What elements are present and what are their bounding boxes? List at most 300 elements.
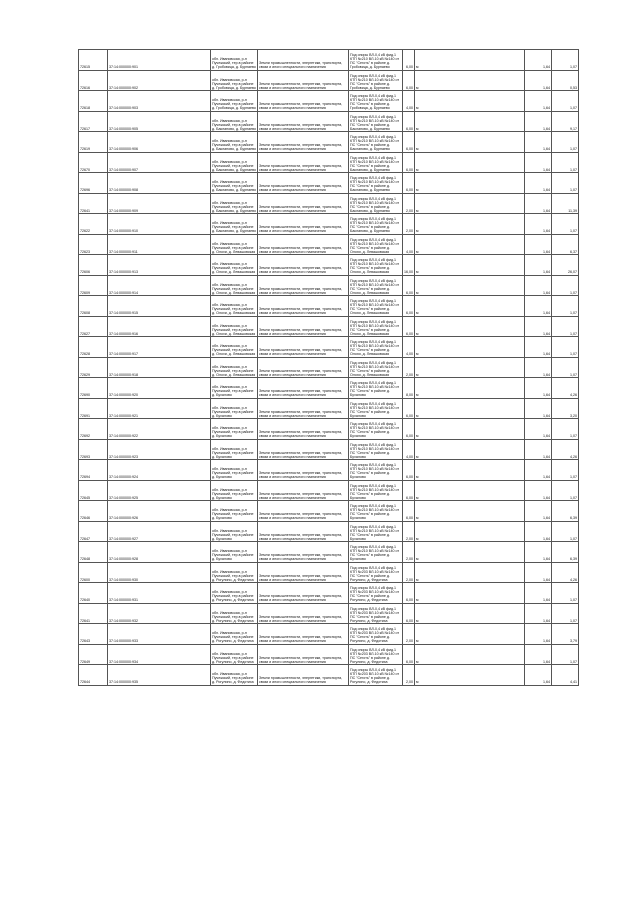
cell-use: Под опоры ВЛ-0,4 кВ фид.1 КТП №210 ВЛ-10 кВ №140 от ПС "Сеготь" в районе д. Бухалово — [349, 501, 403, 522]
cell-area: 2,00 — [403, 521, 415, 542]
cell-use: Под опоры ВЛ-0,4 кВ фид.1 КТП №210 ВЛ-10 кВ №140 от ПС "Сеготь" в районе д. Бухалово — [349, 398, 403, 419]
cell-id: 72608 — [79, 296, 108, 317]
cell-use: Под опоры ВЛ-0,4 кВ фид.1 КТП №203 ВЛ-10 кВ №140 от ПС "Сеготь" в районе д. Рогулино, д. Федотиха — [349, 624, 403, 645]
table-row — [79, 583, 579, 604]
cell-u: м — [415, 460, 525, 481]
cell-num: 1,64 — [525, 316, 552, 337]
cell-u: м — [415, 501, 525, 522]
cell-num: 1,64 — [525, 111, 552, 132]
cell-addr: обл. Ивановская, р-н Пучежский, тер.в районе д. Олохи, д. Левашовская — [211, 296, 258, 317]
cell-u: м — [415, 398, 525, 419]
cell-use: Под опоры ВЛ-0,4 кВ фид.1 КТП №210 ВЛ-10 кВ №140 от ПС "Сеготь" в районе д. Гробовица, д. Бурнаево — [349, 70, 403, 91]
table-row — [79, 214, 579, 235]
cell-area: 6,00 — [403, 111, 415, 132]
cell-area: 6,00 — [403, 316, 415, 337]
cell-addr: обл. Ивановская, р-н Пучежский, тер.в районе д. Рогулино, д. Федотиха — [211, 583, 258, 604]
cell-id: 72629 — [79, 357, 108, 378]
cell-cad: 37:14:000000:905 — [108, 111, 211, 132]
land-plots-table — [78, 49, 579, 686]
cell-use: Под опоры ВЛ-0,4 кВ фид.1 КТП №203 ВЛ-10 кВ №140 от ПС "Сеготь" в районе д. Рогулино, д. Федотиха — [349, 665, 403, 686]
cell-addr: обл. Ивановская, р-н Пучежский, тер.в районе д. Бухалово — [211, 398, 258, 419]
cell-addr: обл. Ивановская, р-н Пучежский, тер.в районе д. Бакланово, д. Бурнаево — [211, 111, 258, 132]
cell-id: 72648 — [79, 542, 108, 563]
cell-val: 1,07 — [552, 173, 579, 194]
cell-id: 72618 — [79, 91, 108, 112]
cell-u: м — [415, 603, 525, 624]
cell-u: м — [415, 91, 525, 112]
document-page — [78, 49, 578, 686]
cell-addr: обл. Ивановская, р-н Пучежский, тер.в районе д. Рогулино, д. Федотиха — [211, 603, 258, 624]
cell-cad: 37:14:000000:917 — [108, 337, 211, 358]
cell-num: 1,64 — [525, 214, 552, 235]
table-body — [79, 50, 579, 686]
cell-addr: обл. Ивановская, р-н Пучежский, тер.в районе д. Рогулино, д. Федотиха — [211, 665, 258, 686]
table-row — [79, 70, 579, 91]
cell-area: 2,00 — [403, 542, 415, 563]
table-row — [79, 173, 579, 194]
cell-use: Под опоры ВЛ-0,4 кВ фид.1 КТП №210 ВЛ-10 кВ №140 от ПС "Сеготь" в районе д. Олохи, д. Левашовская — [349, 275, 403, 296]
cell-cad: 37:14:000000:918 — [108, 357, 211, 378]
cell-u: м — [415, 275, 525, 296]
cell-area: 6,00 — [403, 152, 415, 173]
cell-cat: Земли промышленности, энергетики, транспорта, связи и иного специального назначения — [258, 234, 349, 255]
table-row — [79, 665, 579, 686]
cell-u: м — [415, 480, 525, 501]
cell-id: 72623 — [79, 234, 108, 255]
cell-val: 11,39 — [552, 193, 579, 214]
cell-num: 1,64 — [525, 624, 552, 645]
cell-area: 2,00 — [403, 357, 415, 378]
cell-cat: Земли промышленности, энергетики, транспорта, связи и иного специального назначения — [258, 439, 349, 460]
table-row — [79, 296, 579, 317]
cell-cad: 37:14:000000:906 — [108, 132, 211, 153]
cell-val: 9,17 — [552, 111, 579, 132]
cell-use: Под опоры ВЛ-0,4 кВ фид.1 КТП №210 ВЛ-10 кВ №140 от ПС "Сеготь" в районе д. Олохи, д. Левашовская — [349, 234, 403, 255]
cell-addr: обл. Ивановская, р-н Пучежский, тер.в районе д. Олохи, д. Левашовская — [211, 337, 258, 358]
cell-num: 1,64 — [525, 173, 552, 194]
cell-id: 72694 — [79, 460, 108, 481]
cell-num: 1,64 — [525, 603, 552, 624]
cell-id: 72641 — [79, 603, 108, 624]
cell-area: 4,00 — [403, 337, 415, 358]
cell-u: м — [415, 521, 525, 542]
cell-use: Под опоры ВЛ-0,4 кВ фид.1 КТП №210 ВЛ-10 кВ №140 от ПС "Сеготь" в районе д. Бухалово — [349, 439, 403, 460]
table-row — [79, 603, 579, 624]
cell-cad: 37:14:000000:915 — [108, 296, 211, 317]
table-row — [79, 50, 579, 71]
cell-cad: 37:14:000000:924 — [108, 460, 211, 481]
cell-id: 72690 — [79, 378, 108, 399]
cell-cat: Земли промышленности, энергетики, транспорта, связи и иного специального назначения — [258, 70, 349, 91]
cell-num: 1,64 — [525, 542, 552, 563]
cell-addr: обл. Ивановская, р-н Пучежский, тер.в районе д. Рогулино, д. Федотиха — [211, 562, 258, 583]
cell-num: 1,64 — [525, 70, 552, 91]
table-row — [79, 337, 579, 358]
cell-use: Под опоры ВЛ-0,4 кВ фид.1 КТП №210 ВЛ-10 кВ №140 от ПС "Сеготь" в районе д. Гробовица, д. Бурнаево — [349, 50, 403, 71]
cell-cat: Земли промышленности, энергетики, транспорта, связи и иного специального назначения — [258, 665, 349, 686]
cell-use: Под опоры ВЛ-0,4 кВ фид.1 КТП №203 ВЛ-10 кВ №140 от ПС "Сеготь" в районе д. Рогулино, д. Федотиха — [349, 583, 403, 604]
table-row — [79, 91, 579, 112]
cell-u: м — [415, 644, 525, 665]
cell-addr: обл. Ивановская, р-н Пучежский, тер.в районе д. Бакланово, д. Бурнаево — [211, 132, 258, 153]
cell-id: 72647 — [79, 521, 108, 542]
cell-addr: обл. Ивановская, р-н Пучежский, тер.в районе д. Бухалово — [211, 439, 258, 460]
cell-addr: обл. Ивановская, р-н Пучежский, тер.в районе д. Рогулино, д. Федотиха — [211, 624, 258, 645]
cell-addr: обл. Ивановская, р-н Пучежский, тер.в районе д. Бухалово — [211, 419, 258, 440]
cell-val: 1,07 — [552, 480, 579, 501]
cell-addr: обл. Ивановская, р-н Пучежский, тер.в районе д. Олохи, д. Левашовская — [211, 275, 258, 296]
cell-num: 1,64 — [525, 644, 552, 665]
cell-val: 1,07 — [552, 419, 579, 440]
cell-cad: 37:14:000000:931 — [108, 583, 211, 604]
cell-area: 6,00 — [403, 70, 415, 91]
cell-u: м — [415, 111, 525, 132]
cell-use: Под опоры ВЛ-0,4 кВ фид.1 КТП №210 ВЛ-10 кВ №140 от ПС "Сеготь" в районе д. Бухалово — [349, 460, 403, 481]
cell-val: 26,07 — [552, 255, 579, 276]
cell-u: м — [415, 50, 525, 71]
cell-id: 72640 — [79, 583, 108, 604]
cell-area: 6,00 — [403, 275, 415, 296]
cell-val: 1,07 — [552, 214, 579, 235]
cell-use: Под опоры ВЛ-0,4 кВ фид.1 КТП №210 ВЛ-10 кВ №140 от ПС "Сеготь" в районе д. Бухалово — [349, 480, 403, 501]
cell-num: 1,64 — [525, 521, 552, 542]
cell-use: Под опоры ВЛ-0,4 кВ фид.1 КТП №210 ВЛ-10 кВ №140 от ПС "Сеготь" в районе д. Бакланово, д. Бурнаево — [349, 193, 403, 214]
table-row — [79, 460, 579, 481]
cell-u: м — [415, 316, 525, 337]
cell-cad: 37:14:000000:935 — [108, 665, 211, 686]
cell-val: 1,07 — [552, 644, 579, 665]
cell-cad: 37:14:000000:920 — [108, 378, 211, 399]
cell-val: 0,53 — [552, 70, 579, 91]
table-row — [79, 275, 579, 296]
cell-cat: Земли промышленности, энергетики, транспорта, связи и иного специального назначения — [258, 214, 349, 235]
cell-addr: обл. Ивановская, р-н Пучежский, тер.в районе д. Гробовица, д. Бурнаево — [211, 91, 258, 112]
cell-area: 6,00 — [403, 132, 415, 153]
cell-num: 1,64 — [525, 255, 552, 276]
cell-num: 1,64 — [525, 398, 552, 419]
cell-area: 6,00 — [403, 460, 415, 481]
cell-area: 2,00 — [403, 665, 415, 686]
cell-val: 6,39 — [552, 542, 579, 563]
cell-val: 4,41 — [552, 665, 579, 686]
cell-area: 6,00 — [403, 583, 415, 604]
cell-val: 1,07 — [552, 91, 579, 112]
cell-addr: обл. Ивановская, р-н Пучежский, тер.в районе д. Олохи, д. Левашовская — [211, 234, 258, 255]
table-row — [79, 644, 579, 665]
cell-use: Под опоры ВЛ-0,4 кВ фид.1 КТП №210 ВЛ-10 кВ №140 от ПС "Сеготь" в районе д. Бухалово — [349, 542, 403, 563]
cell-cad: 37:14:000000:934 — [108, 644, 211, 665]
cell-id: 72644 — [79, 665, 108, 686]
cell-addr: обл. Ивановская, р-н Пучежский, тер.в районе д. Рогулино, д. Федотиха — [211, 644, 258, 665]
cell-cat: Земли промышленности, энергетики, транспорта, связи и иного специального назначения — [258, 296, 349, 317]
cell-u: м — [415, 378, 525, 399]
cell-use: Под опоры ВЛ-0,4 кВ фид.1 КТП №210 ВЛ-10 кВ №140 от ПС "Сеготь" в районе д. Олохи, д. Левашовская — [349, 255, 403, 276]
cell-u: м — [415, 255, 525, 276]
cell-id: 72645 — [79, 480, 108, 501]
cell-id: 72692 — [79, 419, 108, 440]
cell-area: 6,00 — [403, 419, 415, 440]
cell-addr: обл. Ивановская, р-н Пучежский, тер.в районе д. Бухалово — [211, 480, 258, 501]
cell-u: м — [415, 193, 525, 214]
cell-val: 1,07 — [552, 603, 579, 624]
table-row — [79, 132, 579, 153]
cell-area: 8,00 — [403, 378, 415, 399]
cell-cat: Земли промышленности, энергетики, транспорта, связи и иного специального назначения — [258, 398, 349, 419]
cell-cad: 37:14:000000:911 — [108, 234, 211, 255]
cell-num: 1,64 — [525, 357, 552, 378]
cell-u: м — [415, 152, 525, 173]
cell-num: 1,64 — [525, 378, 552, 399]
cell-area: 6,00 — [403, 50, 415, 71]
cell-u: м — [415, 624, 525, 645]
cell-id: 72693 — [79, 439, 108, 460]
cell-cad: 37:14:000000:921 — [108, 398, 211, 419]
cell-addr: обл. Ивановская, р-н Пучежский, тер.в районе д. Бакланово, д. Бурнаево — [211, 214, 258, 235]
cell-cat: Земли промышленности, энергетики, транспорта, связи и иного специального назначения — [258, 173, 349, 194]
cell-cad: 37:14:000000:923 — [108, 439, 211, 460]
cell-cat: Земли промышленности, энергетики, транспорта, связи и иного специального назначения — [258, 624, 349, 645]
cell-use: Под опоры ВЛ-0,4 кВ фид.1 КТП №210 ВЛ-10 кВ №140 от ПС "Сеготь" в районе д. Бакланово, д. Бурнаево — [349, 111, 403, 132]
cell-cat: Земли промышленности, энергетики, транспорта, связи и иного специального назначения — [258, 50, 349, 71]
cell-num: 1,64 — [525, 50, 552, 71]
cell-id: 72696 — [79, 173, 108, 194]
cell-area: 2,00 — [403, 193, 415, 214]
cell-u: м — [415, 665, 525, 686]
cell-u: м — [415, 337, 525, 358]
cell-area: 6,00 — [403, 480, 415, 501]
cell-num: 1,64 — [525, 132, 552, 153]
cell-u: м — [415, 419, 525, 440]
table-row — [79, 111, 579, 132]
cell-use: Под опоры ВЛ-0,4 кВ фид.1 КТП №210 ВЛ-10 кВ №140 от ПС "Сеготь" в районе д. Бакланово, д. Бурнаево — [349, 173, 403, 194]
cell-id: 72649 — [79, 644, 108, 665]
cell-num: 1,64 — [525, 501, 552, 522]
cell-val: 4,26 — [552, 562, 579, 583]
cell-id: 72670 — [79, 152, 108, 173]
cell-id: 72617 — [79, 111, 108, 132]
table-row — [79, 501, 579, 522]
cell-cat: Земли промышленности, энергетики, транспорта, связи и иного специального назначения — [258, 521, 349, 542]
cell-num: 1,64 — [525, 275, 552, 296]
cell-cat: Земли промышленности, энергетики, транспорта, связи и иного специального назначения — [258, 152, 349, 173]
cell-addr: обл. Ивановская, р-н Пучежский, тер.в районе д. Олохи, д. Левашовская — [211, 255, 258, 276]
cell-u: м — [415, 132, 525, 153]
cell-addr: обл. Ивановская, р-н Пучежский, тер.в районе д. Бухалово — [211, 542, 258, 563]
cell-cad: 37:14:000000:907 — [108, 152, 211, 173]
cell-use: Под опоры ВЛ-0,4 кВ фид.1 КТП №210 ВЛ-10 кВ №140 от ПС "Сеготь" в районе д. Бакланово, д. Бурнаево — [349, 214, 403, 235]
cell-u: м — [415, 542, 525, 563]
cell-val: 1,07 — [552, 460, 579, 481]
table-row — [79, 193, 579, 214]
cell-area: 6,00 — [403, 501, 415, 522]
cell-id: 72643 — [79, 624, 108, 645]
cell-num: 1,64 — [525, 193, 552, 214]
cell-cad: 37:14:000000:901 — [108, 50, 211, 71]
cell-area: 4,00 — [403, 439, 415, 460]
cell-num: 1,64 — [525, 337, 552, 358]
cell-val: 1,07 — [552, 316, 579, 337]
cell-val: 4,26 — [552, 378, 579, 399]
cell-cat: Земли промышленности, энергетики, транспорта, связи и иного специального назначения — [258, 337, 349, 358]
cell-addr: обл. Ивановская, р-н Пучежский, тер.в районе д. Бакланово, д. Бурнаево — [211, 193, 258, 214]
cell-area: 2,00 — [403, 624, 415, 645]
cell-cad: 37:14:000000:902 — [108, 70, 211, 91]
cell-area: 6,00 — [403, 644, 415, 665]
cell-num: 1,64 — [525, 152, 552, 173]
cell-u: м — [415, 296, 525, 317]
cell-use: Под опоры ВЛ-0,4 кВ фид.1 КТП №210 ВЛ-10 кВ №140 от ПС "Сеготь" в районе д. Бухалово — [349, 378, 403, 399]
cell-cad: 37:14:000000:930 — [108, 562, 211, 583]
cell-cad: 37:14:000000:909 — [108, 193, 211, 214]
table-row — [79, 521, 579, 542]
cell-cat: Земли промышленности, энергетики, транспорта, связи и иного специального назначения — [258, 316, 349, 337]
cell-cat: Земли промышленности, энергетики, транспорта, связи и иного специального назначения — [258, 91, 349, 112]
cell-area: 16,00 — [403, 255, 415, 276]
cell-cat: Земли промышленности, энергетики, транспорта, связи и иного специального назначения — [258, 562, 349, 583]
cell-id: 72609 — [79, 275, 108, 296]
cell-val: 1,07 — [552, 521, 579, 542]
cell-cat: Земли промышленности, энергетики, транспорта, связи и иного специального назначения — [258, 419, 349, 440]
cell-area: 4,00 — [403, 91, 415, 112]
cell-cat: Земли промышленности, энергетики, транспорта, связи и иного специального назначения — [258, 111, 349, 132]
cell-addr: обл. Ивановская, р-н Пучежский, тер.в районе д. Бакланово, д. Бурнаево — [211, 173, 258, 194]
cell-id: 72691 — [79, 398, 108, 419]
cell-u: м — [415, 70, 525, 91]
table-row — [79, 234, 579, 255]
cell-use: Под опоры ВЛ-0,4 кВ фид.1 КТП №210 ВЛ-10 кВ №140 от ПС "Сеготь" в районе д. Бухалово — [349, 419, 403, 440]
cell-cat: Земли промышленности, энергетики, транспорта, связи и иного специального назначения — [258, 378, 349, 399]
cell-val: 1,07 — [552, 583, 579, 604]
cell-cad: 37:14:000000:933 — [108, 624, 211, 645]
cell-addr: обл. Ивановская, р-н Пучежский, тер.в районе д. Гробовица, д. Бурнаево — [211, 50, 258, 71]
cell-area: 6,00 — [403, 398, 415, 419]
table-row — [79, 419, 579, 440]
cell-id: 72627 — [79, 316, 108, 337]
cell-num: 1,64 — [525, 439, 552, 460]
cell-use: Под опоры ВЛ-0,4 кВ фид.1 КТП №210 ВЛ-10 кВ №140 от ПС "Сеготь" в районе д. Олохи, д. Левашовская — [349, 316, 403, 337]
cell-use: Под опоры ВЛ-0,4 кВ фид.1 КТП №210 ВЛ-10 кВ №140 от ПС "Сеготь" в районе д. Олохи, д. Левашовская — [349, 357, 403, 378]
cell-cad: 37:14:000000:922 — [108, 419, 211, 440]
cell-cad: 37:14:000000:926 — [108, 501, 211, 522]
cell-use: Под опоры ВЛ-0,4 кВ фид.1 КТП №203 ВЛ-10 кВ №140 от ПС "Сеготь" в районе д. Рогулино, д. Федотиха — [349, 644, 403, 665]
cell-cat: Земли промышленности, энергетики, транспорта, связи и иного специального назначения — [258, 193, 349, 214]
table-row — [79, 562, 579, 583]
cell-id: 72646 — [79, 501, 108, 522]
table-row — [79, 378, 579, 399]
cell-u: м — [415, 234, 525, 255]
cell-cat: Земли промышленности, энергетики, транспорта, связи и иного специального назначения — [258, 357, 349, 378]
cell-area: 6,00 — [403, 296, 415, 317]
cell-id: 72622 — [79, 214, 108, 235]
cell-use: Под опоры ВЛ-0,4 кВ фид.1 КТП №210 ВЛ-10 кВ №140 от ПС "Сеготь" в районе д. Гробовица, д. Бурнаево — [349, 91, 403, 112]
cell-u: м — [415, 214, 525, 235]
cell-use: Под опоры ВЛ-0,4 кВ фид.1 КТП №203 ВЛ-10 кВ №140 от ПС "Сеготь" в районе д. Рогулино, д. Федотиха — [349, 603, 403, 624]
cell-cat: Земли промышленности, энергетики, транспорта, связи и иного специального назначения — [258, 460, 349, 481]
cell-cad: 37:14:000000:913 — [108, 255, 211, 276]
cell-cat: Земли промышленности, энергетики, транспорта, связи и иного специального назначения — [258, 255, 349, 276]
cell-num: 1,64 — [525, 296, 552, 317]
cell-addr: обл. Ивановская, р-н Пучежский, тер.в районе д. Бухалово — [211, 501, 258, 522]
table-row — [79, 439, 579, 460]
cell-val: 1,07 — [552, 152, 579, 173]
cell-use: Под опоры ВЛ-0,4 кВ фид.1 КТП №210 ВЛ-10 кВ №140 от ПС "Сеготь" в районе д. Бакланово, д. Бурнаево — [349, 152, 403, 173]
cell-addr: обл. Ивановская, р-н Пучежский, тер.в районе д. Олохи, д. Левашовская — [211, 357, 258, 378]
cell-val: 3,20 — [552, 398, 579, 419]
cell-cat: Земли промышленности, энергетики, транспорта, связи и иного специального назначения — [258, 480, 349, 501]
cell-addr: обл. Ивановская, р-н Пучежский, тер.в районе д. Олохи, д. Левашовская — [211, 316, 258, 337]
cell-cat: Земли промышленности, энергетики, транспорта, связи и иного специального назначения — [258, 583, 349, 604]
cell-id: 72606 — [79, 255, 108, 276]
cell-cad: 37:14:000000:932 — [108, 603, 211, 624]
cell-cat: Земли промышленности, энергетики, транспорта, связи и иного специального назначения — [258, 644, 349, 665]
cell-id: 72641 — [79, 193, 108, 214]
cell-addr: обл. Ивановская, р-н Пучежский, тер.в районе д. Бакланово, д. Бурнаево — [211, 152, 258, 173]
cell-num: 1,64 — [525, 91, 552, 112]
cell-cad: 37:14:000000:925 — [108, 480, 211, 501]
cell-val: 1,07 — [552, 50, 579, 71]
cell-addr: обл. Ивановская, р-н Пучежский, тер.в районе д. Бухалово — [211, 378, 258, 399]
table-row — [79, 152, 579, 173]
cell-num: 1,64 — [525, 480, 552, 501]
table-row — [79, 398, 579, 419]
cell-id: 72600 — [79, 562, 108, 583]
cell-cad: 37:14:000000:916 — [108, 316, 211, 337]
table-row — [79, 255, 579, 276]
cell-cad: 37:14:000000:927 — [108, 521, 211, 542]
cell-val: 1,07 — [552, 296, 579, 317]
cell-val: 6,37 — [552, 234, 579, 255]
cell-addr: обл. Ивановская, р-н Пучежский, тер.в районе д. Бухалово — [211, 521, 258, 542]
cell-area: 2,00 — [403, 214, 415, 235]
cell-area: 2,00 — [403, 562, 415, 583]
cell-val: 1,07 — [552, 132, 579, 153]
cell-cat: Земли промышленности, энергетики, транспорта, связи и иного специального назначения — [258, 603, 349, 624]
table-row — [79, 480, 579, 501]
cell-use: Под опоры ВЛ-0,4 кВ фид.1 КТП №203 ВЛ-10 кВ №140 от ПС "Сеготь" в районе д. Рогулино, д. Федотиха — [349, 562, 403, 583]
cell-num: 1,64 — [525, 562, 552, 583]
cell-addr: обл. Ивановская, р-н Пучежский, тер.в районе д. Гробовица, д. Бурнаево — [211, 70, 258, 91]
cell-cad: 37:14:000000:928 — [108, 542, 211, 563]
cell-val: 1,07 — [552, 337, 579, 358]
cell-cad: 37:14:000000:908 — [108, 173, 211, 194]
cell-area: 6,00 — [403, 173, 415, 194]
cell-area: 6,00 — [403, 603, 415, 624]
cell-val: 4,26 — [552, 439, 579, 460]
cell-num: 1,64 — [525, 234, 552, 255]
cell-area: 4,00 — [403, 234, 415, 255]
cell-cat: Земли промышленности, энергетики, транспорта, связи и иного специального назначения — [258, 275, 349, 296]
cell-val: 3,79 — [552, 624, 579, 645]
cell-use: Под опоры ВЛ-0,4 кВ фид.1 КТП №210 ВЛ-10 кВ №140 от ПС "Сеготь" в районе д. Бухалово — [349, 521, 403, 542]
table-row — [79, 316, 579, 337]
cell-val: 1,07 — [552, 275, 579, 296]
table-row — [79, 624, 579, 645]
cell-addr: обл. Ивановская, р-н Пучежский, тер.в районе д. Бухалово — [211, 460, 258, 481]
cell-use: Под опоры ВЛ-0,4 кВ фид.1 КТП №210 ВЛ-10 кВ №140 от ПС "Сеготь" в районе д. Бакланово, д. Бурнаево — [349, 132, 403, 153]
table-row — [79, 542, 579, 563]
cell-val: 1,07 — [552, 357, 579, 378]
cell-cat: Земли промышленности, энергетики, транспорта, связи и иного специального назначения — [258, 501, 349, 522]
cell-id: 72615 — [79, 50, 108, 71]
cell-cad: 37:14:000000:910 — [108, 214, 211, 235]
cell-u: м — [415, 173, 525, 194]
cell-id: 72619 — [79, 132, 108, 153]
cell-u: м — [415, 439, 525, 460]
cell-u: м — [415, 562, 525, 583]
cell-num: 1,64 — [525, 419, 552, 440]
cell-num: 1,64 — [525, 460, 552, 481]
cell-cad: 37:14:000000:903 — [108, 91, 211, 112]
